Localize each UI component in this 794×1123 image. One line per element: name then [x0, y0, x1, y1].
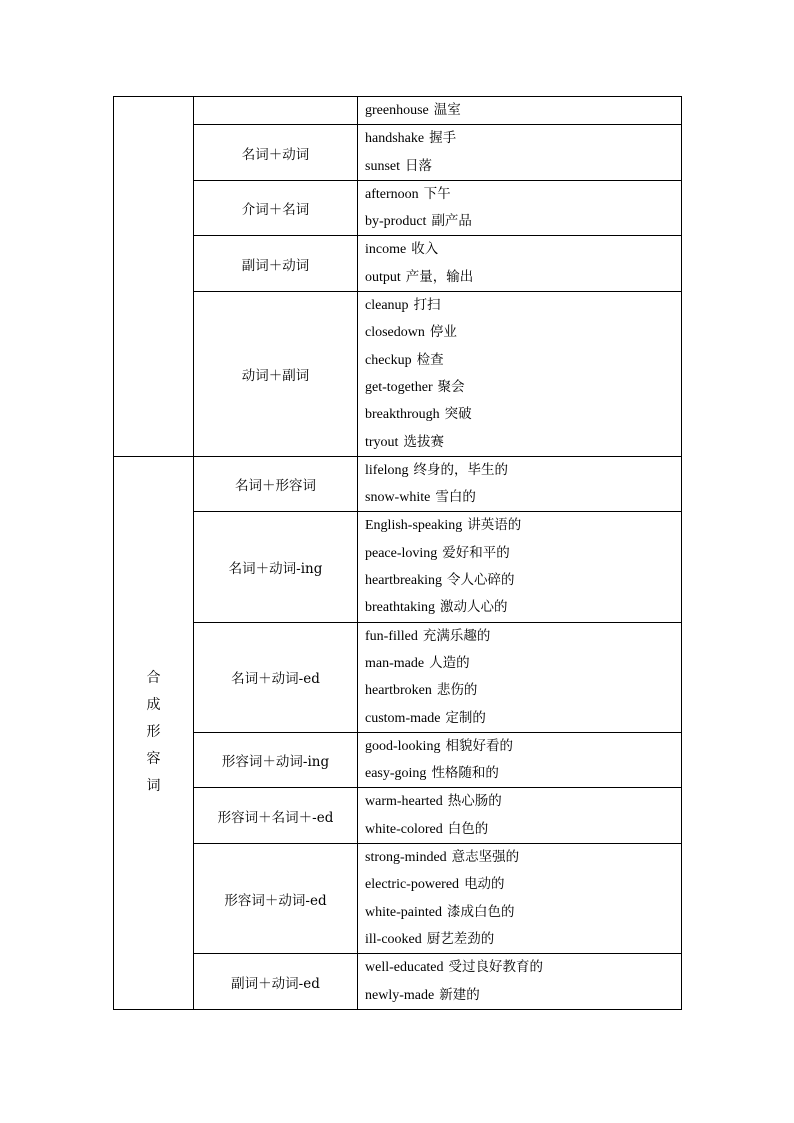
pattern-cell: [194, 97, 358, 125]
example-item: [365, 236, 681, 263]
example-english: sunset: [365, 158, 400, 174]
example-chinese: 聚会: [437, 378, 465, 395]
category-cell: [114, 97, 194, 457]
example-chinese: 意志坚强的: [451, 849, 520, 866]
example-english: breakthrough: [365, 407, 440, 423]
example-item: [365, 374, 681, 401]
example-english: heartbreaking: [365, 573, 442, 589]
example-item: [365, 181, 681, 208]
example-chinese: 热心肠的: [447, 793, 502, 810]
example-item: [365, 319, 681, 346]
compound-words-table: [113, 96, 682, 1010]
table-row: [114, 456, 682, 512]
pattern-cell: 形容词＋动词-ing: [194, 732, 358, 788]
example-item: [365, 760, 681, 787]
example-item: [365, 705, 681, 732]
example-item: [365, 97, 681, 124]
example-chinese: 爱好和平的: [442, 544, 510, 561]
examples-cell: [358, 788, 682, 844]
example-english: tryout: [365, 434, 399, 450]
pattern-cell: 副词＋动词-ed: [194, 954, 358, 1010]
example-item: [365, 982, 681, 1009]
examples-cell: [358, 456, 682, 512]
example-chinese: 白色的: [447, 820, 489, 837]
table-row: [114, 180, 682, 236]
example-chinese: 温室: [433, 102, 461, 118]
example-item: [365, 594, 681, 621]
example-chinese: 电动的: [464, 876, 505, 893]
example-chinese: 选拔赛: [403, 433, 444, 450]
examples-cell: [358, 236, 682, 292]
examples-cell: [358, 844, 682, 954]
example-english: greenhouse: [365, 103, 429, 118]
example-english: newly-made: [365, 987, 435, 1003]
category-char: 成: [146, 697, 161, 714]
example-item: [365, 871, 681, 898]
examples-cell: [358, 125, 682, 181]
example-english: white-painted: [365, 904, 442, 920]
pattern-cell: 形容词＋名词＋-ed: [194, 788, 358, 844]
table-row: [114, 236, 682, 292]
example-english: good-looking: [365, 738, 441, 754]
example-item: [365, 623, 681, 650]
example-chinese: 副产品: [431, 213, 472, 230]
example-chinese: 漆成白色的: [446, 903, 515, 920]
example-item: [365, 484, 681, 511]
pattern-cell: 名词＋动词-ed: [194, 622, 358, 732]
examples-cell: [358, 732, 682, 788]
example-chinese: 人造的: [429, 654, 470, 671]
examples-cell: [358, 622, 682, 732]
example-chinese: 令人心碎的: [446, 572, 515, 589]
example-english: heartbroken: [365, 683, 432, 699]
example-english: white-colored: [365, 821, 443, 837]
example-item: [365, 926, 681, 953]
example-english: warm-hearted: [365, 794, 443, 810]
example-chinese: 停业: [429, 324, 457, 341]
example-item: [365, 457, 681, 484]
pattern-cell: 动词＋副词: [194, 292, 358, 457]
example-item: [365, 125, 681, 152]
example-chinese: 检查: [416, 351, 444, 368]
example-chinese: 下午: [423, 185, 451, 202]
example-english: well-educated: [365, 960, 444, 976]
example-chinese: 厨艺差劲的: [426, 930, 495, 947]
category-char: 形: [146, 724, 161, 741]
table-row: [114, 622, 682, 732]
example-item: [365, 844, 681, 871]
example-english: English-speaking: [365, 518, 463, 534]
example-english: cleanup: [365, 298, 409, 314]
table-row: [114, 732, 682, 788]
example-english: custom-made: [365, 710, 441, 726]
example-chinese: 相貌好看的: [445, 737, 513, 754]
example-chinese: 握手: [429, 130, 457, 147]
example-english: output: [365, 269, 401, 285]
example-chinese: 收入: [411, 241, 439, 258]
example-item: [365, 899, 681, 926]
example-chinese: 新建的: [439, 986, 480, 1003]
pattern-cell: 介词＋名词: [194, 180, 358, 236]
examples-cell: [358, 512, 682, 622]
examples-cell: [358, 954, 682, 1010]
table-row: [114, 844, 682, 954]
example-item: [365, 401, 681, 428]
pattern-cell: 名词＋动词-ing: [194, 512, 358, 622]
category-char: 容: [146, 751, 161, 768]
table-row: [114, 954, 682, 1010]
example-item: [365, 677, 681, 704]
example-chinese: 充满乐趣的: [422, 627, 491, 644]
table-row: [114, 788, 682, 844]
example-item: [365, 208, 681, 235]
example-english: lifelong: [365, 462, 409, 478]
example-english: breathtaking: [365, 600, 435, 616]
example-english: electric-powered: [365, 877, 460, 893]
example-english: get-together: [365, 379, 433, 395]
example-english: peace-loving: [365, 545, 438, 561]
pattern-cell: 名词＋形容词: [194, 456, 358, 512]
example-english: strong-minded: [365, 850, 447, 866]
example-chinese: 讲英语的: [467, 517, 522, 534]
example-item: [365, 429, 681, 456]
examples-cell: [358, 97, 682, 125]
example-english: by-product: [365, 214, 427, 230]
example-chinese: 雪白的: [435, 489, 476, 506]
example-item: [365, 733, 681, 760]
table-row: [114, 512, 682, 622]
example-english: fun-filled: [365, 628, 418, 644]
example-item: [365, 153, 681, 180]
example-english: afternoon: [365, 186, 419, 202]
example-item: [365, 954, 681, 981]
pattern-cell: 副词＋动词: [194, 236, 358, 292]
example-item: [365, 788, 681, 815]
example-item: [365, 292, 681, 319]
example-chinese: 产量，输出: [405, 268, 474, 285]
examples-cell: [358, 292, 682, 457]
example-item: [365, 650, 681, 677]
category-char: 词: [146, 778, 161, 795]
example-chinese: 终身的，毕生的: [413, 461, 509, 478]
example-english: man-made: [365, 655, 425, 671]
category-char: 合: [146, 670, 161, 687]
example-chinese: 日落: [405, 157, 432, 174]
example-english: snow-white: [365, 490, 431, 506]
example-item: [365, 567, 681, 594]
example-english: closedown: [365, 325, 425, 341]
category-cell: [114, 456, 194, 1009]
example-item: [365, 816, 681, 843]
example-chinese: 激动人心的: [439, 599, 508, 616]
table-row: [114, 97, 682, 125]
example-chinese: 受过良好教育的: [448, 959, 544, 976]
table-body: [114, 97, 682, 1010]
example-chinese: 打扫: [413, 297, 441, 314]
example-english: income: [365, 242, 407, 258]
table-row: [114, 125, 682, 181]
table-row: [114, 292, 682, 457]
example-english: checkup: [365, 352, 412, 368]
example-item: [365, 264, 681, 291]
example-chinese: 定制的: [445, 709, 486, 726]
example-english: ill-cooked: [365, 931, 422, 947]
example-english: handshake: [365, 131, 425, 147]
example-chinese: 性格随和的: [431, 765, 499, 782]
example-item: [365, 512, 681, 539]
example-item: [365, 540, 681, 567]
pattern-cell: 形容词＋动词-ed: [194, 844, 358, 954]
example-item: [365, 347, 681, 374]
examples-cell: [358, 180, 682, 236]
example-english: easy-going: [365, 766, 427, 782]
example-chinese: 悲伤的: [436, 682, 478, 699]
pattern-cell: 名词＋动词: [194, 125, 358, 181]
example-chinese: 突破: [444, 406, 472, 423]
